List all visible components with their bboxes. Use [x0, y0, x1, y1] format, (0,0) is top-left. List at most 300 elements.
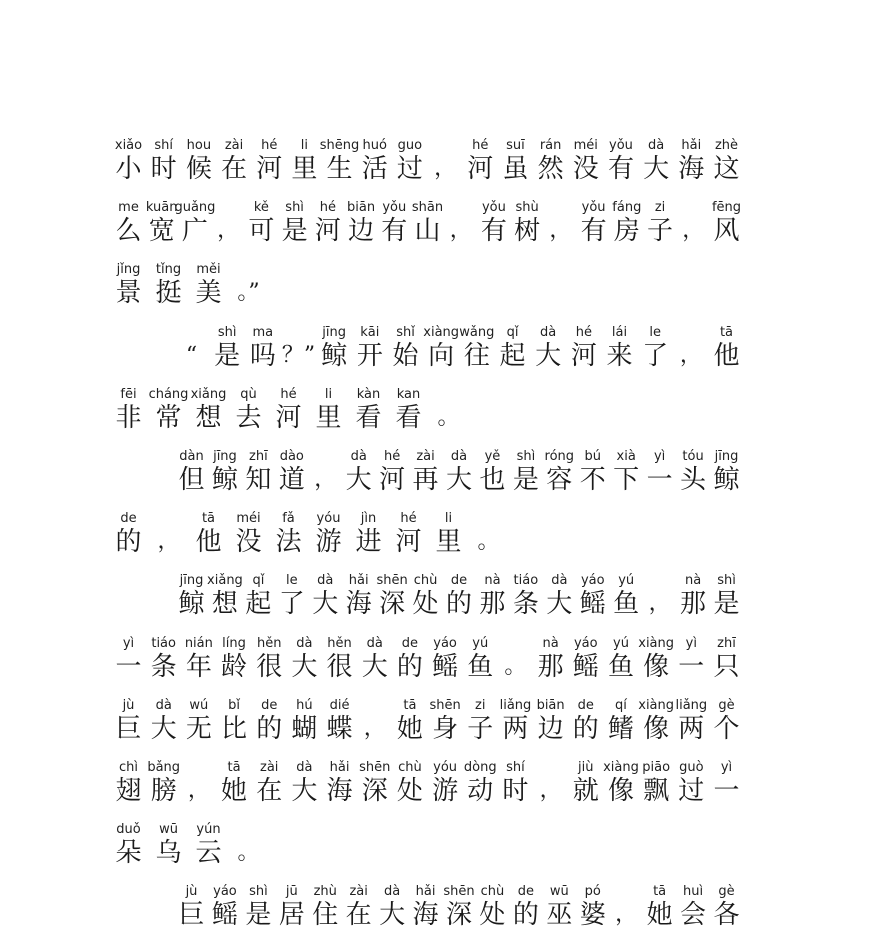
pinyin-text: yóu — [316, 511, 341, 527]
pinyin-text: xiàng — [423, 324, 460, 340]
pinyin-text: shān — [411, 200, 444, 216]
pinyin-text: bǎng — [147, 760, 181, 775]
hanzi-char: 想 — [195, 402, 222, 433]
pinyin-text: dàn — [179, 449, 204, 464]
hanzi-char: 巫 — [546, 900, 573, 931]
hanzi-char: 子 — [647, 216, 674, 247]
punctuation: ， — [449, 218, 472, 244]
pinyin-text: kuān — [145, 200, 178, 216]
pinyin-text: jìn — [360, 511, 377, 527]
text-line — [110, 508, 745, 568]
hanzi-char: 子 — [467, 713, 494, 744]
pinyin-text: xiǎo — [114, 138, 143, 153]
hanzi-char: 来 — [606, 340, 633, 371]
pinyin-text: suī — [506, 138, 525, 153]
pinyin-text: hou — [186, 138, 212, 153]
pinyin-char — [497, 757, 534, 817]
hanzi-char: 河 — [570, 340, 597, 371]
hanzi-char: 大 — [312, 589, 339, 620]
hanzi-char: 可 — [248, 216, 275, 247]
hanzi-char: 处 — [396, 776, 423, 806]
pinyin-text: hǎi — [348, 573, 369, 589]
pinyin-text: xiàng — [638, 635, 675, 651]
hanzi-char: 两 — [678, 713, 705, 744]
pinyin-text: rán — [539, 138, 562, 153]
punctuation: 。” — [237, 280, 260, 306]
hanzi-char: 翅 — [115, 776, 142, 806]
pinyin-char — [708, 695, 745, 755]
hanzi-char: 云 — [195, 838, 222, 869]
pinyin-text: xiàng — [638, 697, 675, 713]
hanzi-char: 没 — [235, 527, 262, 558]
pinyin-text: de — [450, 573, 468, 589]
pinyin-char — [708, 135, 745, 195]
hanzi-char: 山 — [414, 216, 441, 247]
pinyin-text: li — [300, 138, 308, 153]
pinyin-text: dà — [384, 884, 401, 900]
pinyin-text: tiáo — [513, 573, 539, 589]
pinyin-text: kě — [253, 200, 269, 216]
pinyin-text: kāi — [360, 324, 380, 340]
pinyin-text: zài — [416, 449, 435, 464]
pinyin-text: zi — [654, 200, 666, 216]
hanzi-char: 海 — [345, 589, 372, 620]
hanzi-char: 房 — [613, 216, 640, 247]
punctuation: ， — [314, 467, 337, 492]
pinyin-text: dà — [317, 573, 334, 589]
hanzi-char: 看 — [395, 402, 422, 433]
pinyin-text: guò — [679, 760, 704, 775]
pinyin-text: jù — [185, 884, 198, 900]
pinyin-text: shǐ — [396, 324, 415, 340]
pinyin-text: huì — [683, 884, 704, 900]
pinyin-text: yáo — [433, 635, 457, 651]
hanzi-char: 条 — [512, 589, 539, 620]
pinyin-text: dà — [296, 635, 313, 651]
pinyin-text: bǐ — [228, 697, 240, 713]
hanzi-char: 头 — [680, 465, 707, 495]
hanzi-char: 吗 — [249, 340, 276, 371]
hanzi-char: 像 — [607, 776, 634, 806]
hanzi-char: 有 — [381, 216, 408, 247]
hanzi-char: 美 — [195, 278, 222, 309]
pinyin-char — [244, 322, 281, 382]
text-line — [110, 881, 745, 941]
punctuation: ， — [615, 902, 638, 928]
hanzi-char: 深 — [445, 900, 472, 931]
pinyin-text: méi — [573, 138, 598, 153]
pinyin-text: le — [286, 573, 298, 589]
hanzi-char: 河 — [275, 402, 302, 433]
hanzi-char: 的 — [396, 651, 423, 682]
pinyin-text: piāo — [642, 760, 671, 775]
hanzi-char: 鲸 — [321, 340, 348, 371]
punctuation: 。 — [437, 404, 460, 430]
hanzi-char: 他 — [713, 340, 740, 371]
hanzi-char: 鱼 — [607, 651, 634, 682]
pinyin-char — [574, 881, 611, 941]
hanzi-char: 身 — [432, 713, 459, 744]
pinyin-text: wū — [159, 822, 178, 838]
pinyin-text: dà — [551, 573, 568, 589]
hanzi-char: 大 — [643, 154, 670, 184]
hanzi-char: 么 — [115, 216, 142, 247]
pinyin-text: jù — [122, 697, 135, 713]
hanzi-char: 鳐 — [432, 651, 459, 682]
pinyin-char — [708, 757, 745, 817]
pinyin-text: shù — [515, 200, 539, 216]
hanzi-char: 的 — [256, 713, 283, 744]
pinyin-text: zhī — [249, 449, 268, 464]
pinyin-text: biān — [536, 697, 565, 713]
hanzi-char: 游 — [432, 776, 459, 806]
pinyin-text: wū — [549, 884, 569, 900]
hanzi-char: 广 — [181, 216, 208, 247]
hanzi-char: 鱼 — [467, 651, 494, 682]
pinyin-text: shēn — [359, 760, 391, 775]
pinyin-text: kàn — [356, 386, 381, 402]
pinyin-text: tā — [719, 324, 734, 340]
pinyin-text: nián — [184, 635, 213, 651]
hanzi-char: 宽 — [148, 216, 175, 247]
text-line — [110, 384, 745, 444]
pinyin-text: pó — [584, 884, 601, 900]
pinyin-text: dòng — [463, 760, 497, 775]
hanzi-char: 生 — [326, 154, 353, 184]
pinyin-text: dà — [540, 324, 557, 340]
hanzi-char: 巨 — [115, 713, 142, 744]
hanzi-char: 在 — [345, 900, 372, 931]
hanzi-char: 无 — [185, 713, 212, 744]
hanzi-char: 条 — [150, 651, 177, 682]
pinyin-text: gè — [718, 697, 735, 713]
hanzi-char: 往 — [463, 340, 490, 371]
pinyin-text: hěn — [256, 635, 282, 651]
pinyin-text: cháng — [148, 386, 189, 402]
punctuation: “ — [185, 342, 198, 368]
hanzi-char: 鲸 — [178, 589, 205, 620]
hanzi-char: 大 — [150, 713, 177, 744]
punctuation: 。 — [504, 653, 527, 679]
hanzi-char: 她 — [396, 713, 423, 744]
pinyin-text: shì — [249, 884, 268, 900]
hanzi-char: 大 — [361, 651, 388, 682]
pinyin-char — [409, 197, 446, 257]
pinyin-text: ma — [252, 324, 274, 340]
hanzi-char: 有 — [580, 216, 607, 247]
punctuation: ， — [679, 342, 702, 368]
hanzi-char: 没 — [572, 154, 599, 184]
hanzi-char: 进 — [355, 527, 382, 558]
hanzi-char: 活 — [361, 154, 388, 184]
hanzi-char: 边 — [537, 713, 564, 744]
pinyin-text: hé — [575, 324, 592, 340]
punctuation: ， — [217, 218, 240, 244]
hanzi-char: 各 — [713, 900, 740, 931]
pinyin-char — [190, 259, 227, 319]
hanzi-char: 婆 — [579, 900, 606, 931]
pinyin-text: biān — [347, 200, 376, 216]
pinyin-text: qǐ — [506, 324, 519, 340]
hanzi-char: 乌 — [155, 838, 182, 869]
pinyin-text: shēn — [376, 573, 408, 589]
pinyin-text: zài — [349, 884, 368, 900]
hanzi-char: 就 — [572, 776, 599, 806]
pinyin-text: yún — [196, 822, 221, 838]
hanzi-char: 她 — [646, 900, 673, 931]
hanzi-char: 鱼 — [613, 589, 640, 620]
pinyin-text: li — [324, 386, 333, 402]
hanzi-char: 时 — [502, 776, 529, 806]
hanzi-char: 游 — [315, 527, 342, 558]
hanzi-char: 知 — [245, 465, 272, 495]
pinyin-char — [708, 570, 745, 630]
pinyin-text: zài — [224, 138, 244, 153]
text-line — [110, 633, 745, 693]
pinyin-char — [470, 508, 507, 568]
punctuation: ， — [648, 591, 671, 617]
pinyin-text: lái — [611, 324, 628, 340]
hanzi-char: 他 — [195, 527, 222, 558]
pinyin-char — [430, 384, 467, 444]
hanzi-char: 是 — [713, 589, 740, 620]
pinyin-text: le — [649, 324, 661, 340]
hanzi-char: 开 — [356, 340, 383, 371]
hanzi-char: 动 — [467, 776, 494, 806]
punctuation: ， — [187, 778, 210, 803]
hanzi-char: 大 — [546, 589, 573, 620]
punctuation: ， — [682, 218, 705, 244]
pinyin-text: zài — [260, 760, 279, 775]
pinyin-text: yáo — [213, 884, 237, 900]
hanzi-char: 候 — [185, 154, 212, 184]
pinyin-text: wú — [189, 697, 209, 713]
text-line — [110, 259, 745, 319]
pinyin-text: xià — [616, 449, 636, 464]
hanzi-char: 年 — [185, 651, 212, 682]
hanzi-char: 法 — [275, 527, 302, 558]
pinyin-text: de — [261, 697, 278, 713]
pinyin-text: shí — [154, 138, 173, 153]
pinyin-text: dà — [296, 760, 313, 775]
pinyin-text: de — [120, 511, 137, 527]
punctuation: ？” — [281, 342, 316, 368]
hanzi-char: 大 — [379, 900, 406, 931]
pinyin-text: wǎng — [459, 324, 495, 340]
hanzi-char: 蝶 — [326, 713, 353, 744]
pinyin-text: shì — [217, 324, 237, 340]
hanzi-char: 一 — [115, 651, 142, 682]
pinyin-text: hěn — [327, 635, 352, 651]
pinyin-char — [708, 881, 745, 941]
hanzi-char: 河 — [467, 154, 494, 184]
pinyin-text: jǐng — [116, 262, 141, 278]
pinyin-text: yú — [613, 635, 629, 651]
pinyin-char — [273, 446, 310, 506]
text-line — [110, 197, 745, 257]
pinyin-text: shì — [717, 573, 736, 589]
hanzi-char: 一 — [678, 651, 705, 682]
hanzi-char: 鳍 — [607, 713, 634, 744]
hanzi-char: 树 — [514, 216, 541, 247]
pinyin-text: hǎi — [329, 760, 350, 775]
hanzi-char: 时 — [150, 154, 177, 184]
pinyin-text: qù — [240, 386, 257, 402]
hanzi-char: 了 — [642, 340, 669, 371]
hanzi-char: 只 — [713, 651, 740, 682]
punctuation: ， — [363, 715, 386, 741]
hanzi-char: 过 — [678, 776, 705, 806]
hanzi-char: 的 — [445, 589, 472, 620]
hanzi-char: 那 — [680, 589, 707, 620]
pinyin-text: fáng — [612, 200, 642, 216]
hanzi-char: 起 — [245, 589, 272, 620]
hanzi-char: 她 — [221, 776, 248, 806]
pinyin-char — [391, 135, 428, 195]
pinyin-text: róng — [544, 449, 575, 464]
hanzi-char: 有 — [607, 154, 634, 184]
pinyin-text: bú — [584, 449, 601, 464]
pinyin-text: yú — [618, 573, 635, 589]
hanzi-char: 鳐 — [579, 589, 606, 620]
pinyin-text: dà — [350, 449, 367, 464]
hanzi-char: 海 — [412, 900, 439, 931]
pinyin-text: hé — [472, 138, 489, 153]
hanzi-char: 很 — [326, 651, 353, 682]
pinyin-char — [708, 197, 745, 257]
hanzi-char: 下 — [613, 465, 640, 495]
pinyin-text: chù — [480, 884, 505, 900]
pinyin-text: yǒu — [382, 200, 407, 216]
hanzi-char: 鲸 — [211, 465, 238, 495]
hanzi-char: 风 — [713, 216, 740, 247]
hanzi-char: 向 — [428, 340, 455, 371]
pinyin-text: tā — [403, 697, 417, 713]
hanzi-char: 虽 — [502, 154, 529, 184]
hanzi-char: 常 — [155, 402, 182, 433]
hanzi-char: 起 — [499, 340, 526, 371]
hanzi-char: 那 — [537, 651, 564, 682]
pinyin-text: zi — [475, 697, 486, 713]
hanzi-char: 鲸 — [713, 465, 740, 495]
hanzi-char: 不 — [579, 465, 606, 495]
pinyin-char — [509, 197, 546, 257]
pinyin-text: de — [577, 697, 594, 713]
text-line — [110, 322, 745, 382]
hanzi-char: 在 — [256, 776, 283, 806]
hanzi-char: 鳐 — [572, 651, 599, 682]
pinyin-text: duǒ — [116, 822, 141, 838]
hanzi-char: 景 — [115, 278, 142, 309]
pinyin-text: xiàng — [603, 760, 639, 775]
hanzi-char: 容 — [546, 465, 573, 495]
hanzi-char: 巨 — [178, 900, 205, 931]
hanzi-char: 个 — [713, 713, 740, 744]
hanzi-char: 住 — [312, 900, 339, 931]
pinyin-text: hé — [261, 138, 278, 153]
hanzi-char: 海 — [678, 154, 705, 184]
pinyin-text: yì — [685, 635, 697, 651]
pinyin-text: chù — [398, 760, 422, 775]
pinyin-text: liǎng — [675, 697, 708, 713]
pinyin-text: shì — [285, 200, 304, 216]
pinyin-text: shēng — [319, 138, 360, 153]
hanzi-char: 鳐 — [211, 900, 238, 931]
pinyin-text: yǒu — [481, 200, 506, 216]
pinyin-text: méi — [236, 511, 261, 527]
hanzi-char: 边 — [348, 216, 375, 247]
pinyin-text: dà — [450, 449, 468, 464]
hanzi-char: 河 — [395, 527, 422, 558]
pinyin-text: tā — [653, 884, 667, 900]
hanzi-char: 小 — [115, 154, 142, 184]
hanzi-char: 再 — [412, 465, 439, 495]
hanzi-char: 大 — [535, 340, 562, 371]
hanzi-char: 飘 — [643, 776, 670, 806]
hanzi-char: 是 — [281, 216, 308, 247]
hanzi-char: 比 — [221, 713, 248, 744]
punctuation: ， — [434, 156, 457, 181]
hanzi-char: 去 — [235, 402, 262, 433]
hanzi-char: 过 — [396, 154, 423, 184]
pinyin-char — [637, 322, 674, 382]
hanzi-char: 的 — [115, 527, 142, 558]
hanzi-char: 看 — [355, 402, 382, 433]
hanzi-char: 里 — [315, 402, 342, 433]
pinyin-char — [462, 633, 499, 693]
text-line — [110, 135, 745, 195]
pinyin-text: de — [401, 635, 419, 651]
hanzi-char: 挺 — [155, 278, 182, 309]
pinyin-char — [390, 384, 427, 444]
punctuation: ， — [549, 218, 572, 244]
hanzi-char: 居 — [278, 900, 305, 931]
pinyin-text: me — [118, 200, 139, 216]
hanzi-char: 的 — [512, 900, 539, 931]
pinyin-text: hé — [384, 449, 401, 464]
hanzi-char: 在 — [221, 154, 248, 184]
hanzi-char: 始 — [392, 340, 419, 371]
pinyin-text: shì — [516, 449, 536, 464]
pinyin-text: liǎng — [499, 697, 532, 713]
punctuation: 。 — [237, 840, 260, 866]
pinyin-char — [110, 508, 147, 568]
pinyin-text: yě — [484, 449, 501, 464]
hanzi-char: 是 — [214, 340, 241, 371]
pinyin-text: jiù — [578, 760, 594, 775]
hanzi-char: 这 — [713, 154, 740, 184]
pinyin-char — [190, 819, 227, 879]
hanzi-char: 里 — [291, 154, 318, 184]
hanzi-char: 的 — [572, 713, 599, 744]
hanzi-char: 海 — [326, 776, 353, 806]
pinyin-text: jū — [285, 884, 298, 900]
text-line — [110, 570, 745, 630]
pinyin-char — [430, 508, 467, 568]
pinyin-text: shēn — [429, 697, 461, 713]
hanzi-char: 两 — [502, 713, 529, 744]
hanzi-char: 大 — [345, 465, 372, 495]
pinyin-text: li — [444, 511, 453, 527]
pinyin-text: dié — [329, 697, 350, 713]
pinyin-text: tiáo — [151, 635, 176, 651]
pinyin-text: yì — [653, 449, 666, 464]
hanzi-char: 非 — [115, 402, 142, 433]
pinyin-text: hǎi — [415, 884, 436, 900]
hanzi-char: 深 — [361, 776, 388, 806]
pinyin-text: jīng — [714, 449, 739, 464]
text-line — [110, 757, 745, 817]
